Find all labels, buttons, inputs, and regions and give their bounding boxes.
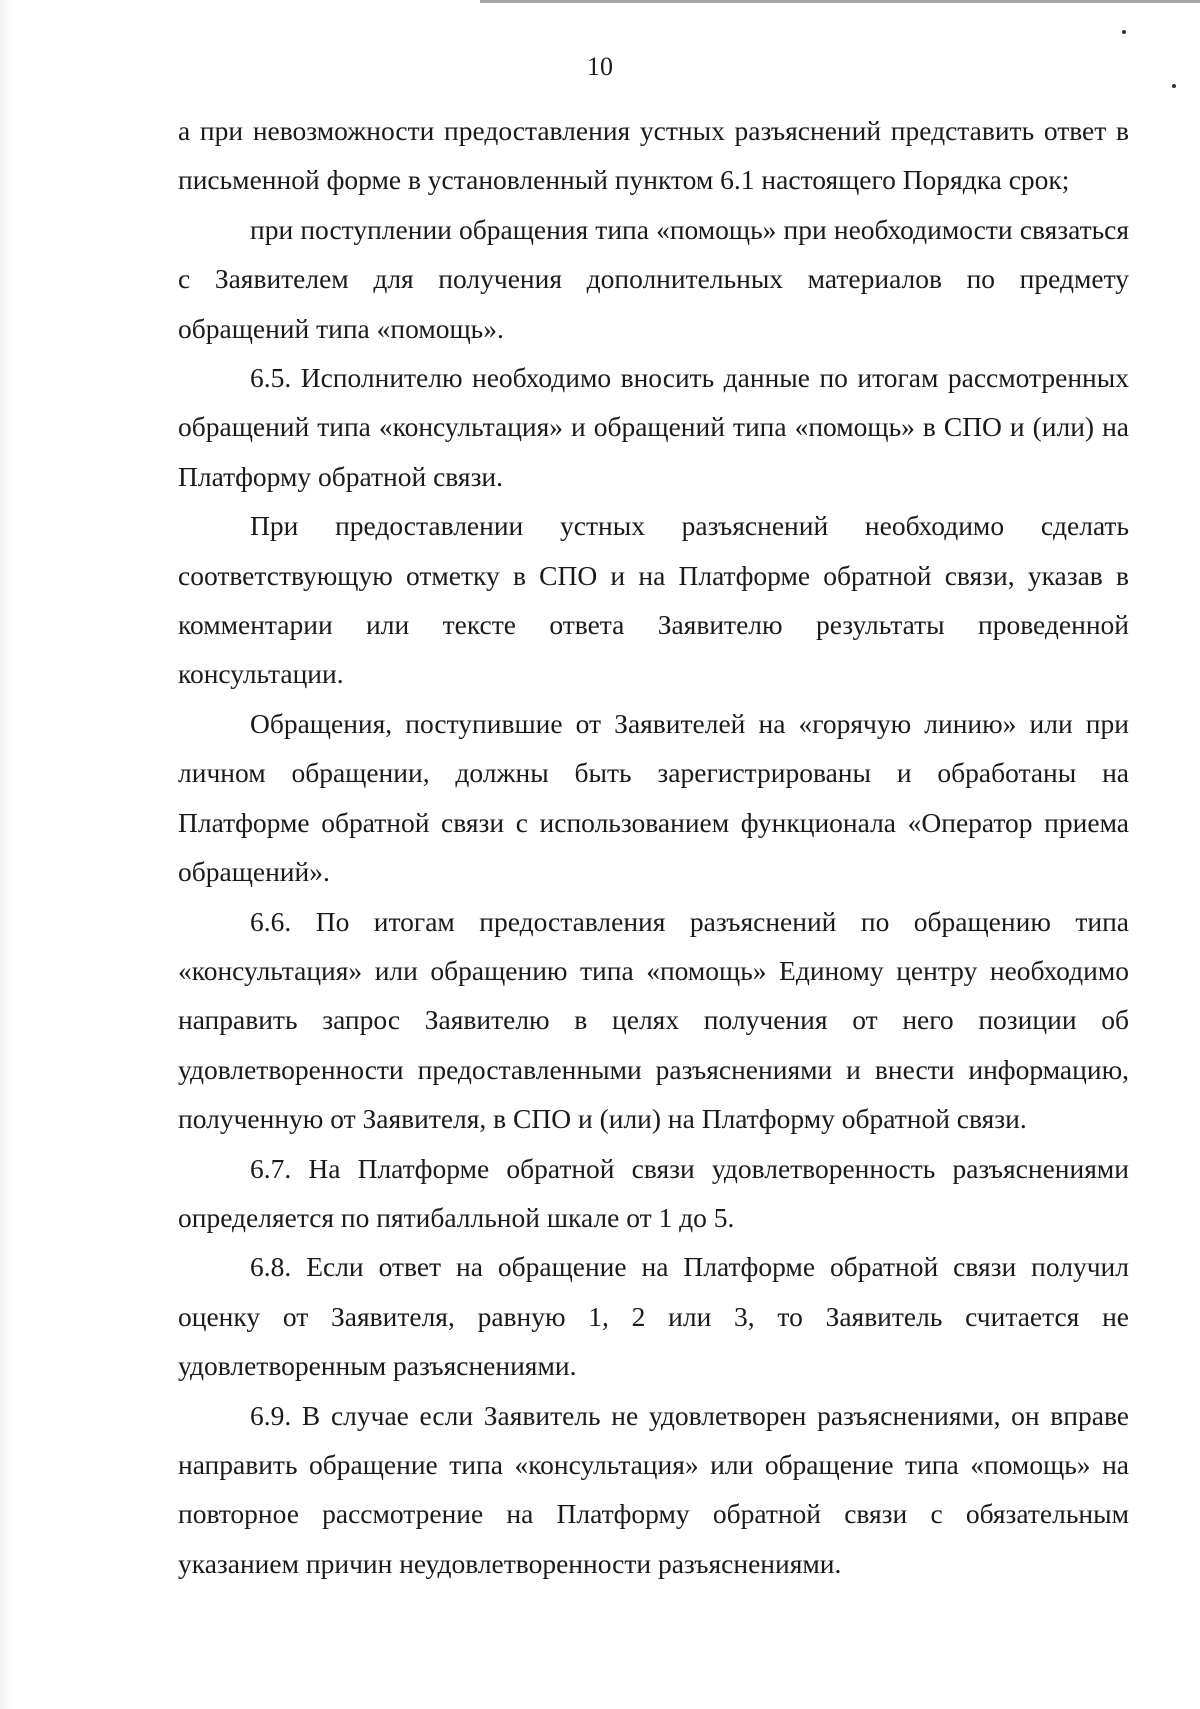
scan-speck xyxy=(1172,84,1176,88)
paragraph: при поступлении обращения типа «помощь» при необходимости связаться с Заявителем для получения дополнительных материалов по предмету обращений типа «помощь». xyxy=(178,213,1129,344)
paragraph: 6.8. Если ответ на обращение на Платформе обратной связи получил оценку от Заявителя, равную 1, 2 или 3, то Заявитель считается не удовлетворенным разъяснениями. xyxy=(178,1251,1129,1382)
paragraph: 6.7. На Платформе обратной связи удовлетворенность разъяснениями определяется по пятибалльной шкале от 1 до 5. xyxy=(178,1152,1129,1233)
scan-speck xyxy=(1122,30,1126,34)
paragraph: Обращения, поступившие от Заявителей на «горячую линию» или при личном обращении, должны быть зарегистрированы и обработаны на Платформе обратной связи с использованием функционала «Оператор приема обращений». xyxy=(178,707,1129,888)
scan-line-top xyxy=(480,0,1200,3)
scan-shadow-left xyxy=(0,0,14,1709)
page-number: 10 xyxy=(587,52,613,81)
paragraph: 6.6. По итогам предоставления разъяснений по обращению типа «консультация» или обращению типа «помощь» Единому центру необходимо направить запрос Заявителю в целях получения от него позиции об удовлетворенности предоставленными разъяснениями и внести информацию, полученную от Заявителя, в СПО и (или) на Платформу обратной связи. xyxy=(178,905,1129,1135)
paragraph: 6.9. В случае если Заявитель не удовлетворен разъяснениями, он вправе направить обращение типа «консультация» или обращение типа «помощь» на повторное рассмотрение на Платформу обратной связи с обязательным указанием причин неудовлетворенности разъяснениями. xyxy=(178,1399,1129,1579)
paragraph: а при невозможности предоставления устных разъяснений представить ответ в письменной форме в установленный пунктом 6.1 настоящего Порядка срок; xyxy=(178,115,1129,196)
document-body xyxy=(178,106,1129,1588)
paragraph: 6.5. Исполнителю необходимо вносить данные по итогам рассмотренных обращений типа «консультация» и обращений типа «помощь» в СПО и (или) на Платформу обратной связи. xyxy=(178,362,1129,492)
paragraph: При предоставлении устных разъяснений необходимо сделать соответствующую отметку в СПО и на Платформе обратной связи, указав в комментарии или тексте ответа Заявителю результаты проведенной консультации. xyxy=(178,510,1129,690)
